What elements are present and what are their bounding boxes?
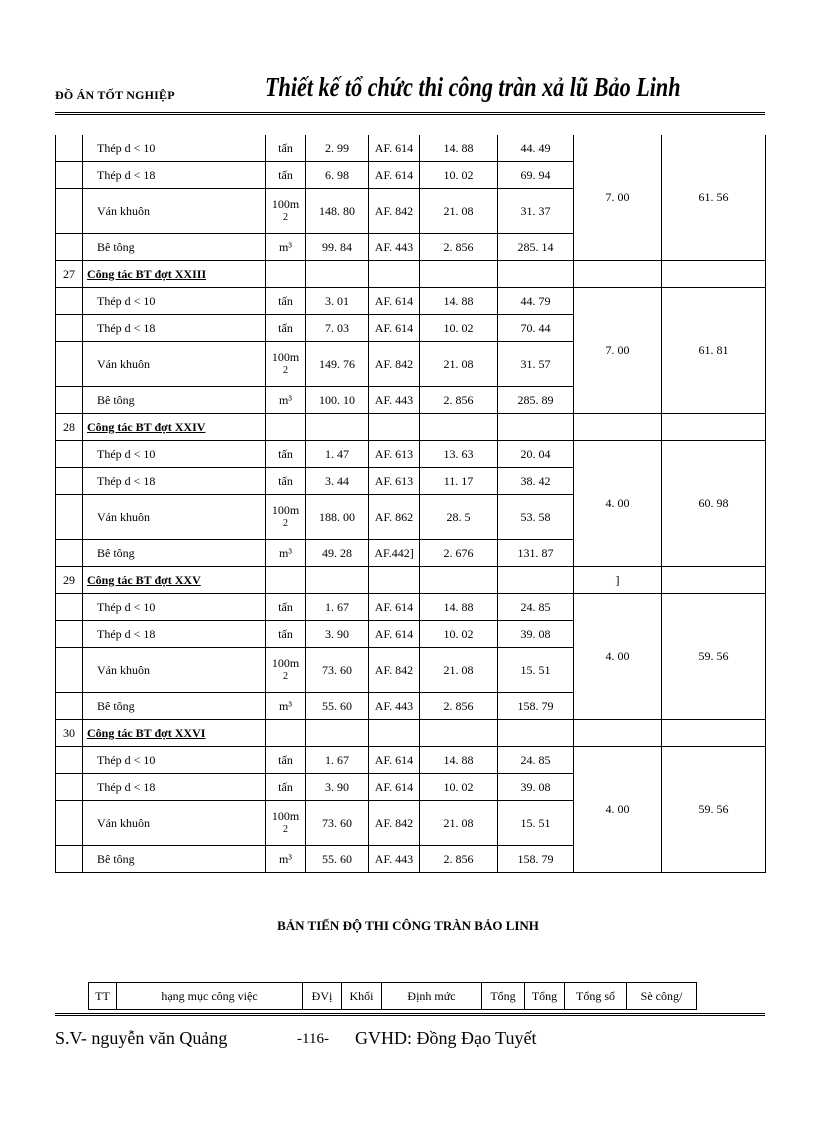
norm-code-cell: AF. 613 (369, 468, 420, 495)
unit-cell (266, 189, 306, 234)
norm-value-cell: 21. 08 (420, 648, 498, 693)
footer-divider (55, 1013, 765, 1016)
quantity-cell: 3. 01 (306, 288, 369, 315)
norm-value-cell: 2. 676 (420, 540, 498, 567)
cell-norm (420, 414, 498, 441)
document-header-label: ĐỒ ÁN TỐT NGHIỆP (55, 88, 175, 102)
quantity-cell: 2. 99 (306, 135, 369, 162)
row-index (56, 801, 83, 846)
row-index (56, 621, 83, 648)
row-index (56, 540, 83, 567)
row-index (56, 162, 83, 189)
document-title: Thiết kế tổ chức thi công tràn xả lũ Bảo Linh (265, 72, 681, 102)
cell-days (574, 720, 662, 747)
cell-sum (662, 414, 766, 441)
quantity-cell: 99. 84 (306, 234, 369, 261)
cell-sum (662, 720, 766, 747)
cell-unit (266, 414, 306, 441)
total-cell: 24. 85 (498, 747, 574, 774)
total-cell: 38. 42 (498, 468, 574, 495)
row-index: 27 (56, 261, 83, 288)
work-item-name: Ván khuôn (83, 801, 266, 846)
cell-total (498, 567, 574, 594)
quantity-cell: 3. 90 (306, 774, 369, 801)
work-item-name: Bê tông (83, 693, 266, 720)
norm-code-cell: AF. 614 (369, 288, 420, 315)
work-item-name: Bê tông (83, 846, 266, 873)
group-row (56, 567, 766, 594)
work-item-name: Thép d < 18 (83, 774, 266, 801)
unit-value: 100m (271, 350, 300, 364)
total-cell: 39. 08 (498, 621, 574, 648)
work-item-name: Ván khuôn (83, 342, 266, 387)
group-row (56, 414, 766, 441)
cell-total (498, 720, 574, 747)
schedule-header-cell: TT (89, 983, 117, 1010)
unit-value: 100m (271, 809, 300, 823)
total-cell: 31. 57 (498, 342, 574, 387)
work-item-name: Ván khuôn (83, 189, 266, 234)
norm-value-cell: 2. 856 (420, 846, 498, 873)
schedule-title: BẢN TIẾN ĐỘ THI CÔNG TRÀN BẢO LINH (277, 918, 539, 933)
total-cell: 39. 08 (498, 774, 574, 801)
norm-value-cell: 21. 08 (420, 342, 498, 387)
row-index (56, 468, 83, 495)
quantity-cell: 148. 80 (306, 189, 369, 234)
quantity-cell: 1. 47 (306, 441, 369, 468)
total-cell: 31. 37 (498, 189, 574, 234)
quantity-cell: 49. 28 (306, 540, 369, 567)
unit-value: 100m (271, 197, 300, 211)
total-cell: 285. 89 (498, 387, 574, 414)
total-cell: 158. 79 (498, 693, 574, 720)
duration-cell: 4. 00 (574, 747, 662, 873)
quantity-cell: 55. 60 (306, 693, 369, 720)
table-row (56, 288, 766, 315)
unit-value: 100m (271, 503, 300, 517)
cell-total (498, 261, 574, 288)
norm-code-cell: AF. 614 (369, 774, 420, 801)
labor-sum-cell: 61. 56 (662, 135, 766, 261)
cell-norm (420, 261, 498, 288)
norm-value-cell: 10. 02 (420, 621, 498, 648)
unit-exponent: 2 (283, 671, 288, 682)
unit-exponent: 2 (283, 824, 288, 835)
row-index (56, 693, 83, 720)
row-index (56, 495, 83, 540)
quantity-cell: 55. 60 (306, 846, 369, 873)
unit-cell (266, 648, 306, 693)
work-item-name: Bê tông (83, 387, 266, 414)
header-divider (55, 112, 765, 115)
norm-code-cell: AF. 862 (369, 495, 420, 540)
norm-code-cell: AF. 614 (369, 162, 420, 189)
labor-sum-cell: 59. 56 (662, 747, 766, 873)
work-item-name: Bê tông (83, 234, 266, 261)
schedule-header-row (89, 983, 697, 1010)
cell-qty (306, 720, 369, 747)
quantity-cell: 7. 03 (306, 315, 369, 342)
cell-sum (662, 261, 766, 288)
duration-cell: 4. 00 (574, 441, 662, 567)
quantity-cell: 100. 10 (306, 387, 369, 414)
schedule-header-cell: Định mức (382, 983, 482, 1010)
cell-code (369, 567, 420, 594)
quantity-cell: 1. 67 (306, 594, 369, 621)
work-item-name: Công tác BT đợt XXIII (83, 261, 266, 288)
quantity-cell: 149. 76 (306, 342, 369, 387)
unit-cell: m³ (266, 387, 306, 414)
norm-code-cell: AF. 443 (369, 387, 420, 414)
quantity-cell: 73. 60 (306, 648, 369, 693)
student-name: S.V- nguyễn văn Quảng (55, 1028, 228, 1048)
work-item-name: Công tác BT đợt XXV (83, 567, 266, 594)
unit-cell: tấn (266, 621, 306, 648)
table-row (56, 747, 766, 774)
quantity-cell: 188. 00 (306, 495, 369, 540)
row-index: 28 (56, 414, 83, 441)
unit-cell: tấn (266, 315, 306, 342)
row-index (56, 135, 83, 162)
duration-cell: 7. 00 (574, 135, 662, 261)
schedule-header-cell: ĐVị (303, 983, 342, 1010)
labor-sum-cell: 60. 98 (662, 441, 766, 567)
cell-qty (306, 414, 369, 441)
unit-cell: tấn (266, 135, 306, 162)
total-cell: 69. 94 (498, 162, 574, 189)
quantity-cell: 3. 44 (306, 468, 369, 495)
table-row (56, 594, 766, 621)
norm-value-cell: 21. 08 (420, 189, 498, 234)
work-item-name: Thép d < 10 (83, 441, 266, 468)
norm-value-cell: 14. 88 (420, 288, 498, 315)
work-item-name: Thép d < 10 (83, 747, 266, 774)
total-cell: 131. 87 (498, 540, 574, 567)
total-cell: 158. 79 (498, 846, 574, 873)
quantity-cell: 73. 60 (306, 801, 369, 846)
norm-code-cell: AF. 614 (369, 135, 420, 162)
norm-code-cell: AF. 842 (369, 342, 420, 387)
cell-norm (420, 720, 498, 747)
work-items-body (56, 135, 766, 873)
schedule-header-cell: hạng mục công việc (117, 983, 303, 1010)
cell-unit (266, 567, 306, 594)
row-index (56, 315, 83, 342)
row-index (56, 234, 83, 261)
row-index (56, 342, 83, 387)
norm-code-cell: AF. 443 (369, 693, 420, 720)
row-index (56, 387, 83, 414)
work-item-name: Ván khuôn (83, 495, 266, 540)
total-cell: 24. 85 (498, 594, 574, 621)
cell-code (369, 414, 420, 441)
cell-sum (662, 567, 766, 594)
norm-code-cell: AF. 614 (369, 315, 420, 342)
schedule-header-cell: Tổng (525, 983, 565, 1010)
labor-sum-cell: 59. 56 (662, 594, 766, 720)
advisor-name: GVHD: Đồng Đạo Tuyết (355, 1028, 537, 1048)
total-cell: 44. 49 (498, 135, 574, 162)
norm-value-cell: 14. 88 (420, 135, 498, 162)
quantity-cell: 6. 98 (306, 162, 369, 189)
row-index: 30 (56, 720, 83, 747)
norm-code-cell: AF. 443 (369, 234, 420, 261)
unit-value: 100m (271, 656, 300, 670)
row-index (56, 441, 83, 468)
schedule-header-cell: Tổng số (565, 983, 627, 1010)
unit-cell: tấn (266, 288, 306, 315)
total-cell: 44. 79 (498, 288, 574, 315)
unit-cell: m³ (266, 846, 306, 873)
unit-cell: m³ (266, 693, 306, 720)
unit-cell (266, 801, 306, 846)
duration-cell: 4. 00 (574, 594, 662, 720)
cell-code (369, 261, 420, 288)
work-item-name: Thép d < 10 (83, 594, 266, 621)
unit-cell: tấn (266, 162, 306, 189)
norm-code-cell: AF. 842 (369, 648, 420, 693)
work-item-name: Thép d < 10 (83, 135, 266, 162)
cell-unit (266, 261, 306, 288)
unit-cell: tấn (266, 441, 306, 468)
norm-value-cell: 10. 02 (420, 774, 498, 801)
norm-value-cell: 28. 5 (420, 495, 498, 540)
group-row (56, 720, 766, 747)
cell-total (498, 414, 574, 441)
quantity-cell: 3. 90 (306, 621, 369, 648)
norm-code-cell: AF. 443 (369, 846, 420, 873)
schedule-header-table (88, 982, 697, 1010)
unit-cell: m³ (266, 234, 306, 261)
schedule-header-cell: Khối (342, 983, 382, 1010)
row-index (56, 288, 83, 315)
unit-cell: m³ (266, 540, 306, 567)
norm-code-cell: AF.442] (369, 540, 420, 567)
norm-code-cell: AF. 614 (369, 621, 420, 648)
table-row (56, 135, 766, 162)
row-index (56, 747, 83, 774)
unit-exponent: 2 (283, 212, 288, 223)
total-cell: 285. 14 (498, 234, 574, 261)
norm-code-cell: AF. 842 (369, 801, 420, 846)
norm-value-cell: 14. 88 (420, 594, 498, 621)
norm-value-cell: 2. 856 (420, 387, 498, 414)
labor-sum-cell: 61. 81 (662, 288, 766, 414)
norm-value-cell: 10. 02 (420, 162, 498, 189)
unit-cell (266, 342, 306, 387)
group-row (56, 261, 766, 288)
row-index (56, 846, 83, 873)
unit-exponent: 2 (283, 518, 288, 529)
norm-value-cell: 2. 856 (420, 234, 498, 261)
norm-value-cell: 13. 63 (420, 441, 498, 468)
work-item-name: Thép d < 18 (83, 315, 266, 342)
work-item-name: Công tác BT đợt XXIV (83, 414, 266, 441)
work-item-name: Bê tông (83, 540, 266, 567)
row-index (56, 189, 83, 234)
cell-qty (306, 261, 369, 288)
work-item-name: Thép d < 10 (83, 288, 266, 315)
total-cell: 15. 51 (498, 648, 574, 693)
norm-value-cell: 14. 88 (420, 747, 498, 774)
work-items-table (55, 135, 766, 873)
norm-code-cell: AF. 842 (369, 189, 420, 234)
unit-cell: tấn (266, 468, 306, 495)
total-cell: 53. 58 (498, 495, 574, 540)
cell-days (574, 261, 662, 288)
cell-qty (306, 567, 369, 594)
norm-value-cell: 2. 856 (420, 693, 498, 720)
cell-days (574, 414, 662, 441)
row-index: 29 (56, 567, 83, 594)
work-item-name: Thép d < 18 (83, 621, 266, 648)
schedule-header-cell: Sè công/ (627, 983, 697, 1010)
norm-code-cell: AF. 614 (369, 594, 420, 621)
cell-days: ] (574, 567, 662, 594)
schedule-header-cell: Tổng (482, 983, 525, 1010)
norm-value-cell: 11. 17 (420, 468, 498, 495)
work-item-name: Thép d < 18 (83, 468, 266, 495)
unit-cell (266, 495, 306, 540)
row-index (56, 648, 83, 693)
work-item-name: Thép d < 18 (83, 162, 266, 189)
work-item-name: Ván khuôn (83, 648, 266, 693)
cell-norm (420, 567, 498, 594)
row-index (56, 774, 83, 801)
norm-code-cell: AF. 613 (369, 441, 420, 468)
quantity-cell: 1. 67 (306, 747, 369, 774)
page-number: -116- (297, 1031, 329, 1047)
row-index (56, 594, 83, 621)
cell-unit (266, 720, 306, 747)
norm-value-cell: 10. 02 (420, 315, 498, 342)
unit-cell: tấn (266, 747, 306, 774)
norm-value-cell: 21. 08 (420, 801, 498, 846)
unit-cell: tấn (266, 594, 306, 621)
total-cell: 20. 04 (498, 441, 574, 468)
unit-cell: tấn (266, 774, 306, 801)
total-cell: 15. 51 (498, 801, 574, 846)
table-row (56, 441, 766, 468)
duration-cell: 7. 00 (574, 288, 662, 414)
norm-code-cell: AF. 614 (369, 747, 420, 774)
work-item-name: Công tác BT đợt XXVI (83, 720, 266, 747)
total-cell: 70. 44 (498, 315, 574, 342)
cell-code (369, 720, 420, 747)
unit-exponent: 2 (283, 365, 288, 376)
